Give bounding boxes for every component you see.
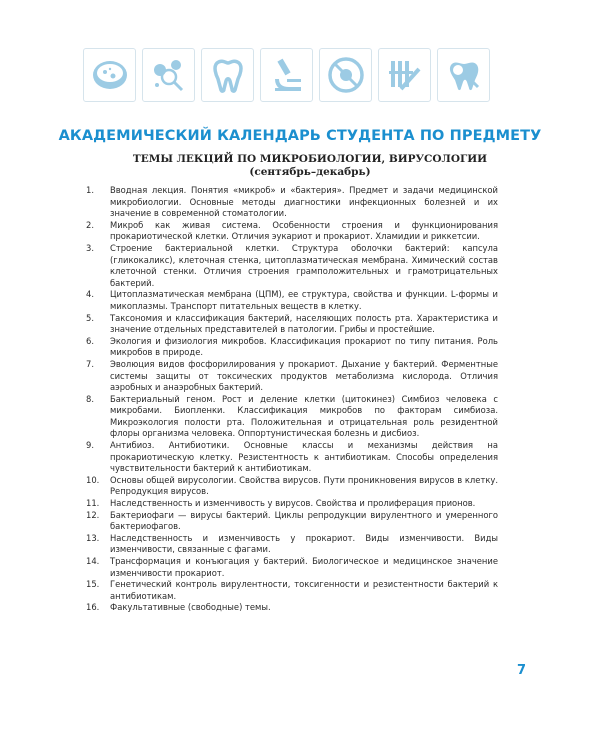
list-item (86, 533, 498, 556)
item-number: 13. (86, 532, 100, 543)
tooth-icon (201, 48, 254, 102)
list-item (86, 336, 498, 359)
item-text: Трансформация и конъюгация у бактерий. Биологическое и медицинское значение изменчивости прокариот. (110, 556, 498, 578)
bacteria-magnifier-icon (142, 48, 195, 102)
microscope-icon (260, 48, 313, 102)
section-heading (0, 153, 600, 179)
list-item (86, 220, 498, 243)
item-text: Наследственность и изменчивость у прокариот. Виды изменчивости. Виды изменчивости, связанные с фагами. (110, 532, 498, 555)
item-number: 7. (86, 358, 94, 369)
petri-dish-icon (83, 48, 136, 102)
item-number: 9. (86, 440, 94, 451)
test-tubes-syringe-icon (378, 48, 431, 102)
item-text: Вводная лекция. Понятия «микроб» и «бактерия». Предмет и задачи медицинской микробиологии. Основные методы диагностики инфекционных болезней и их значение в современной стоматологии. (110, 185, 498, 219)
header-icon-row (83, 48, 490, 102)
page-title: АКАДЕМИЧЕСКИЙ КАЛЕНДАРЬ СТУДЕНТА ПО ПРЕДМЕТУ (58, 128, 542, 144)
item-text: Основы общей вирусологии. Свойства вирусов. Пути проникновения вирусов в клетку. Репродукция вирусов. (110, 474, 498, 497)
item-number: 2. (86, 219, 94, 230)
item-number: 8. (86, 393, 94, 404)
list-item (86, 394, 498, 440)
list-item (86, 289, 498, 312)
page-number: 7 (517, 663, 527, 678)
list-item (86, 359, 498, 394)
item-text: Антибиоз. Антибиотики. Основные классы и механизмы действия на прокариотическую клетку. Резистентность к антибиотикам. Способы определения чувствительности бактерий к антибиотикам. (110, 440, 498, 474)
item-number: 5. (86, 312, 94, 323)
list-item (86, 440, 498, 475)
item-text: Бактериальный геном. Рост и деление клетки (цитокинез) Симбиоз человека с микробами. Биопленки. Классификация микробов по факторам симбиоза. Микроэкология полости рта. Положительная и отрицательная роль резидентной флоры организма человека. Оппортунистическая болезнь и дисбиоз. (110, 393, 498, 439)
section-title: ТЕМЫ ЛЕКЦИЙ ПО МИКРОБИОЛОГИИ, ВИРУСОЛОГИИ (132, 153, 488, 165)
lecture-list (86, 185, 498, 614)
list-item (86, 602, 498, 614)
list-item (86, 579, 498, 602)
item-number: 14. (86, 556, 100, 566)
list-item (86, 510, 498, 533)
list-item (86, 185, 498, 220)
list-item (86, 313, 498, 336)
tooth-search-icon (437, 48, 490, 102)
item-number: 6. (86, 335, 94, 346)
item-text: Факультативные (свободные) темы. (110, 602, 271, 613)
item-text: Микроб как живая система. Особенности строения и функционирования прокариотической клетки. Отличия эукариот и прокариот. Хламидии и риккетсии. (110, 219, 498, 242)
item-text: Эволюция видов фосфорилирования у прокариот. Дыхание у бактерий. Ферментные системы защиты от токсических продуктов метаболизма кислорода. Отличия аэробных и анаэробных бактерий. (110, 358, 498, 393)
item-number: 3. (86, 242, 94, 253)
section-period: (сентябрь–декабрь) (249, 166, 371, 178)
item-number: 12. (86, 509, 100, 520)
item-text: Экология и физиология микробов. Классификация прокариот по типу питания. Роль микробов в природе. (110, 335, 498, 358)
item-number: 11. (86, 498, 100, 509)
item-text: Строение бактериальной клетки. Структура оболочки бактерий: капсула (гликокаликс), клеточная стенка, цитоплазматическая мембрана. Химический состав клеточной стенки. Отличия строения грамположительных и грамотрицательных бактерий. (110, 242, 498, 288)
item-text: Таксономия и классификация бактерий, населяющих полость рта. Характеристика и значение отдельных представителей в патологии. Грибы и простейшие. (110, 312, 498, 335)
item-number: 1. (86, 185, 94, 195)
list-item (86, 498, 498, 510)
item-number: 16. (86, 602, 100, 613)
no-virus-icon (319, 48, 372, 102)
item-text: Генетический контроль вирулентности, токсигенности и резистентности бактерий к антибиотикам. (110, 579, 498, 601)
list-item (86, 243, 498, 289)
item-number: 10. (86, 474, 100, 485)
item-text: Бактериофаги — вирусы бактерий. Циклы репродукции вирулентного и умеренного бактериофагов. (110, 509, 498, 532)
item-number: 15. (86, 579, 100, 590)
item-text: Цитоплазматическая мембрана (ЦПМ), ее структура, свойства и функции. L-формы и микоплазмы. Транспорт питательных веществ в клетку. (110, 289, 498, 311)
item-number: 4. (86, 289, 94, 300)
list-item (86, 475, 498, 498)
item-text: Наследственность и изменчивость у вирусов. Свойства и пролиферация прионов. (110, 498, 476, 509)
list-item (86, 556, 498, 579)
